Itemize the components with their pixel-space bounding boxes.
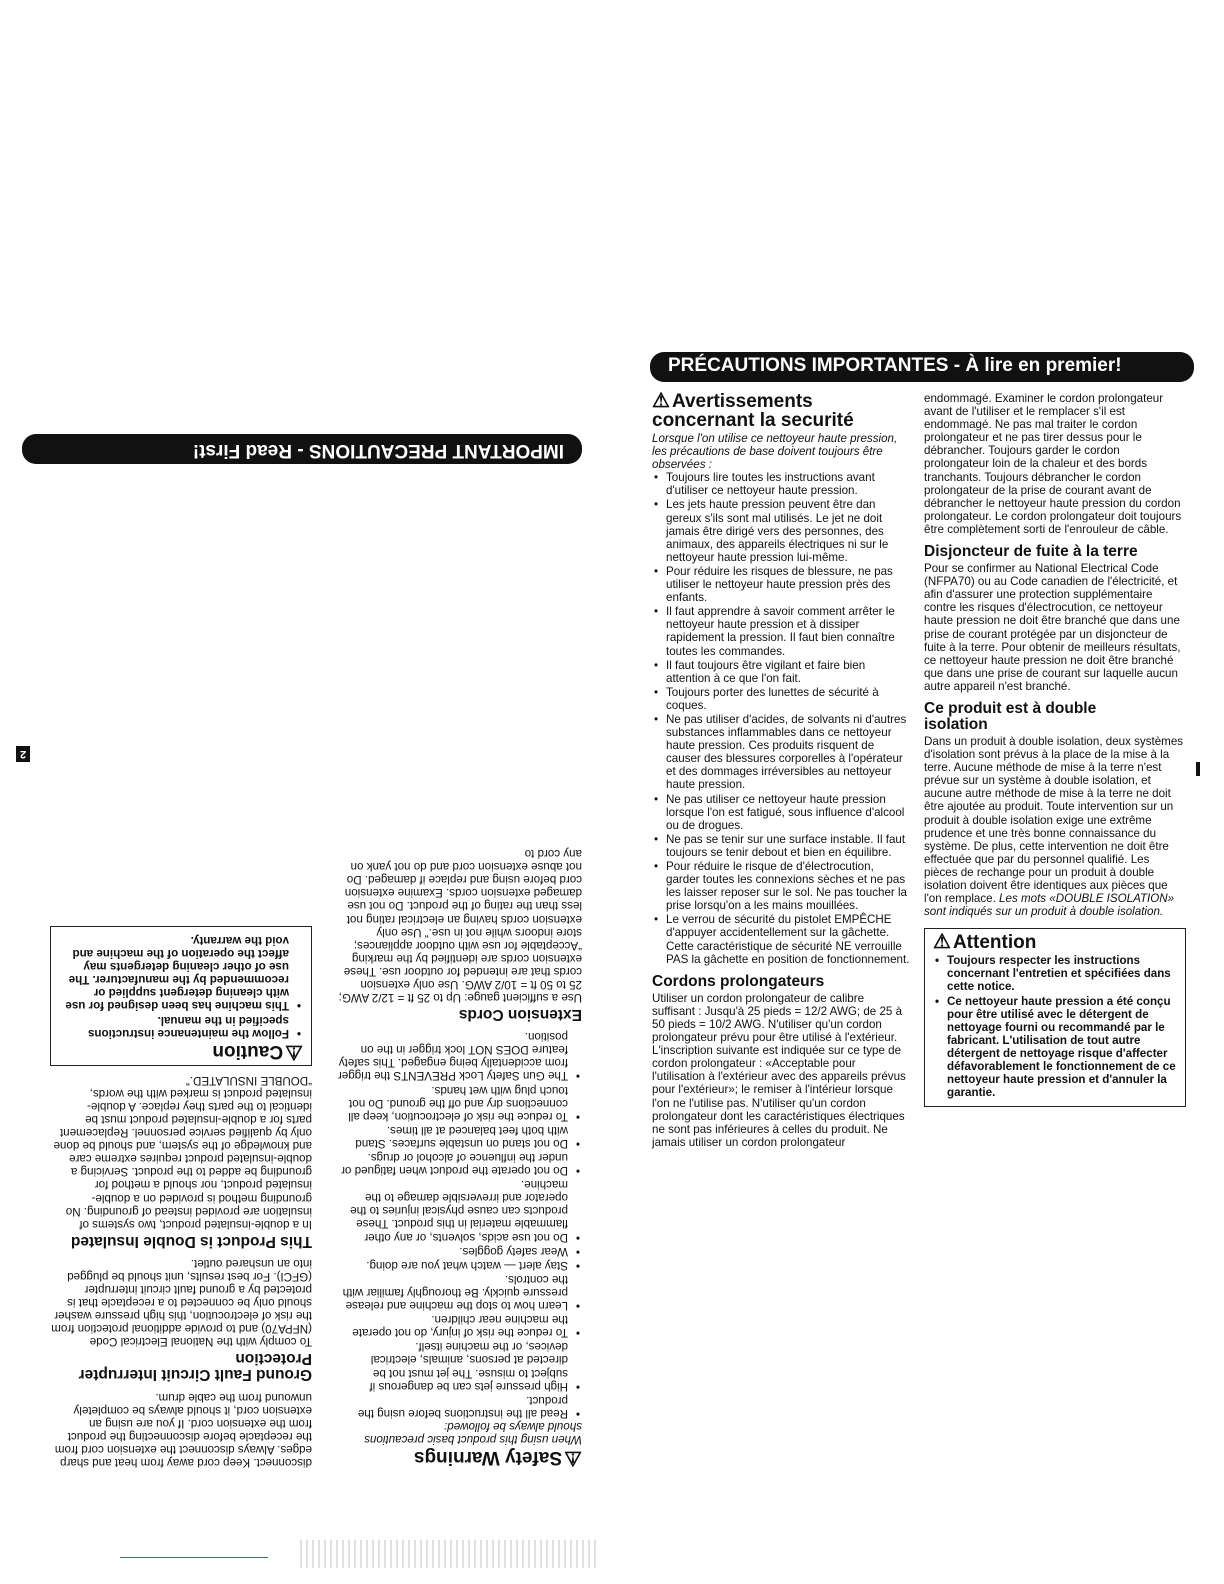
double-insulated-text: In a double-insulated product, two systems of insulation are provided instead of grounding. No grounding method is provided on a double-insulated product, nor should a method for grounding be added to the product. Servicing a double-insulated product requires extreme care and knowledge of the system, and should be done only by qualified service personnel. Replacement parts for a double-insulated product must be identical to the parts they replace. A double-insulated product is marked with the words, “DOUBLE INSULATED.”	[53, 1073, 312, 1231]
caution-bullet-list	[59, 934, 303, 1040]
extension-cords-heading: Extension Cords	[458, 1006, 582, 1024]
double-insulated-text-fr: Dans un produit à double isolation, deux systèmes d'isolation sont prévus à la place de la mise à la terre. Aucune méthode de mise à la terre n'est prévue sur un système à double isolation, et aucune autre méthode de mise à la terre ne doit être ajoutée au produit. Toute intervention sur un produit à double isolation exige une extrême prudence et une très bonne connaissance du système. De plus, cette intervention ne doit être effectuée que par du personnel qualifié. Les pièces de rechange pour un produit à double isolation doivent être identiques aux pièces que l'on remplace. Les mots «DOUBLE ISOLATION» sont indiqués sur un produit à double isolation.	[924, 734, 1184, 919]
gfci-heading: Ground Fault Circuit Interrupter Protection	[78, 1350, 312, 1384]
list-item: • Toujours lire toutes les instructions avant d'utiliser ce nettoyeur haute pression.	[666, 471, 910, 497]
list-item: • Do not operate the product when fatigued or under the influence of alcohol or drugs.	[334, 1151, 568, 1177]
list-item: • Ce nettoyeur haute pression a été conçu pour être utilisé avec le détergent de nettoyage fourni ou recommandé par le fabricant. L'utilisation de tout autre détergent de nettoyage risque d'affecter défavorablement le fonctionnement de ce nettoyeur haute pression et d'annuler la garantie.	[947, 995, 1177, 1100]
attention-box	[924, 928, 1186, 1107]
gfci-text: To comply with the National Electrical Code (NFPA70) and to provide additional protection from the risk of electrocution, this high pressure washer should only be connected to a receptacle that is protected by a ground fault circuit interrupter (GFCI). For best results, unit should be plugged into an unshared outlet.	[51, 1256, 312, 1349]
caution-heading: ⚠Caution	[212, 1040, 303, 1063]
warning-triangle-icon: ⚠	[564, 1447, 582, 1469]
attention-heading: ⚠ Attention	[933, 931, 1037, 954]
safety-warnings-heading-fr: ⚠ Avertissements concernant la securité	[652, 390, 854, 431]
warning-triangle-icon: ⚠	[285, 1040, 303, 1063]
list-item: • Ne pas utiliser ce nettoyeur haute pression lorsque l'on est fatigué, sous influence d'alcool ou de drogues.	[666, 793, 910, 832]
list-item: • Wear safety goggles.	[334, 1245, 568, 1258]
list-item: • Read all the instructions before using the product.	[334, 1394, 568, 1420]
list-item: • To reduce the risk of electrocution, keep all connections dry and off the ground. Do not touch plug with wet hands.	[334, 1083, 568, 1122]
french-banner: PRÉCAUTIONS IMPORTANTES - À lire en premier!	[650, 352, 1194, 382]
attention-bullet-list	[933, 954, 1177, 1099]
list-item: • Le verrou de sécurité du pistolet EMPÊCHE d'appuyer accidentellement sur la gâchette. Cette caractéristique de sécurité NE verrouille PAS la gâchette en position de fonctionnement.	[666, 913, 910, 965]
list-item: • Do not stand on unstable surfaces. Stand with both feet balanced at all times.	[334, 1124, 568, 1150]
english-col-1	[334, 847, 582, 1469]
list-item: • Toujours porter des lunettes de sécurité à coques.	[666, 686, 910, 712]
warning-triangle-icon: ⚠	[652, 390, 670, 412]
list-item: • Learn how to stop the machine and release pressure quickly. Be thoroughly familiar with the controls.	[334, 1273, 568, 1312]
page-number-badge: 2	[16, 746, 30, 762]
double-insulated-heading: This Product is Double Insulated	[70, 1232, 312, 1250]
cords-text-fr: Utiliser un cordon prolongateur de calibre suffisant : Jusqu'à 25 pieds = 12/2 AWG; de 25 à 50 pieds = 10/2 AWG. N'utiliser qu'un cordon prolongateur prévu pour être utilisé à l'extérieur. L'inscription suivante est indiquée sur ce type de cordon prolongateur : «Acceptable pour l'utilisation à l'extérieur avec des appareils prévus pour l'extérieur»; le remiser à l'intérieur lorsque l'on ne l'utilise pas. N'utiliser qu'un cordon prolongateur dont les caractéristiques électriques ne sont pas inférieures à celles du produit. Ne jamais utiliser un cordon prolongateur	[652, 991, 906, 1149]
gfci-heading-fr: Disjoncteur de fuite à la terre	[924, 543, 1138, 561]
list-item: • Pour réduire les risques de blessure, ne pas utiliser le nettoyeur haute pression près des enfants.	[666, 565, 910, 604]
french-col-2	[924, 392, 1186, 1107]
english-banner: IMPORTANT PRECAUTIONS - Read First!	[22, 434, 582, 464]
list-item: • Ne pas utiliser d'acides, de solvants ni d'autres substances inflammables dans ce nettoyeur haute pression. Ces produits risquent de causer des blessures corporelles à l'opérateur et des dommages irréversibles au nettoyeur haute pression.	[666, 713, 910, 792]
scan-artifact-line	[120, 1557, 268, 1558]
list-item: • Ne pas se tenir sur une surface instable. Il faut toujours se tenir debout et bien en équilibre.	[666, 833, 910, 859]
english-col-2	[50, 926, 312, 1469]
list-item: • To reduce the risk of injury, do not operate the machine near children.	[334, 1313, 568, 1339]
list-item: • Stay alert — watch what you are doing.	[334, 1259, 568, 1272]
list-item: • Toujours respecter les instructions concernant l'entretien et spécifiées dans cette notice.	[947, 954, 1177, 993]
french-col-1	[652, 392, 910, 1149]
cords-continued-fr: endommagé. Examiner le cordon prolongateur avant de l'utiliser et le remplacer s'il est endommagé. Ne pas mal traiter le cordon prolongateur et ne pas tirer dessus pour le débrancher. Toujours garder le cordon prolongateur loin de la chaleur et des bords tranchants. Toujours débrancher le cordon prolongateur de la prise de courant avant de débrancher le nettoyeur haute pression du cordon prolongateur. Le cordon prolongateur doit toujours être complètement sorti de l'enrouleur de câble.	[924, 392, 1182, 536]
list-item: • Il faut toujours être vigilant et faire bien attention à ce que l'on fait.	[666, 659, 910, 685]
list-item: • Do not use acids, solvents, or any other flammable material in this product. These products can cause physical injuries to the operator and irreversible damage to the machine.	[334, 1178, 568, 1243]
caution-box	[50, 926, 312, 1066]
cords-heading-fr: Cordons prolongateurs	[652, 972, 825, 990]
gfci-text-fr: Pour se confirmer au National Electrical Code (NFPA70) ou au Code canadien de l'électricité, et afin d'assurer une protection supplémentaire contre les risques d'électrocution, ce nettoyeur haute pression ne doit être branché que dans une prise de courant protégée par un disjoncteur de fuite à la terre. Pour obtenir de meilleurs résultats, ce nettoyeur haute pression ne doit être branché que dans une prise de courant sur laquelle aucun autre appareil n'est branché.	[924, 562, 1181, 693]
page-edge-mark	[1196, 762, 1200, 776]
extension-cords-text: Use a sufficient gauge: Up to 25 ft = 12/2 AWG; 25 to 50 ft = 10/2 AWG. Use only extension cords that are intended for outdoor use. These extension cords are identified by the marking “Acceptable for use with outdoor appliances; store indoors while not in use.” Use only extension cords having an electrical rating not less than the rating of the product. Do not use damaged extension cords. Examine extension cord before using and replace if damaged. Do not abuse extension cord and do not yank on any cord to	[338, 847, 582, 1005]
safety-warnings-heading: ⚠Safety Warnings	[413, 1447, 582, 1469]
safety-bullet-list	[334, 1030, 582, 1420]
extension-cords-continued: disconnect. Keep cord away from heat and sharp edges. Always disconnect the extension cord from the receptacle before disconnecting the product from the extension cord. If you are using an extension cord, it should always be completely unwound from the cable drum.	[54, 1390, 312, 1469]
safety-bullet-list-fr	[652, 471, 910, 965]
list-item: • Il faut apprendre à savoir comment arrêter le nettoyeur haute pression et à dissiper rapidement la pression. Il faut bien connaître toutes les commandes.	[666, 605, 910, 657]
list-item: • This machine has been designed for use with cleaning detergent supplied or recommended by the manufacturer. The use of other cleaning detergents may affect the operation of the machine and void the warranty.	[59, 934, 289, 1013]
list-item: • Follow the maintenance instructions specified in the manual.	[59, 1013, 289, 1039]
safety-intro-fr: Lorsque l'on utilise ce nettoyeur haute pression, les précautions de base doivent toujours être observées :	[652, 432, 898, 472]
list-item: • Les jets haute pression peuvent être dan gereux s'ils sont mal utilisés. Le jet ne doit jamais être dirigé vers des personnes, des animaux, des appareils électriques ni sur le nettoyeur haute pression lui-même.	[666, 498, 910, 563]
scan-speckle	[300, 1540, 600, 1568]
list-item: • The Gun Safety Lock PREVENTS the trigger from accidentally being engaged. This safety feature DOES NOT lock trigger in the on position.	[334, 1030, 568, 1082]
right-page-french	[612, 0, 1224, 1584]
double-insulated-heading-fr: Ce produit est à double isolation	[924, 699, 1097, 733]
list-item: • Pour réduire le risque de d'électrocution, garder toutes les connexions sèches et ne pas les laisser reposer sur le sol. Ne pas toucher la prise lorsqu'on a les mains mouillées.	[666, 860, 910, 912]
warning-triangle-icon: ⚠	[933, 931, 951, 954]
list-item: • High pressure jets can be dangerous if subject to misuse. The jet must not be directed at persons, animals, electrical devices, or the machine itself.	[334, 1340, 568, 1392]
safety-intro: When using this product basic precautions should always be followed:	[364, 1419, 582, 1446]
